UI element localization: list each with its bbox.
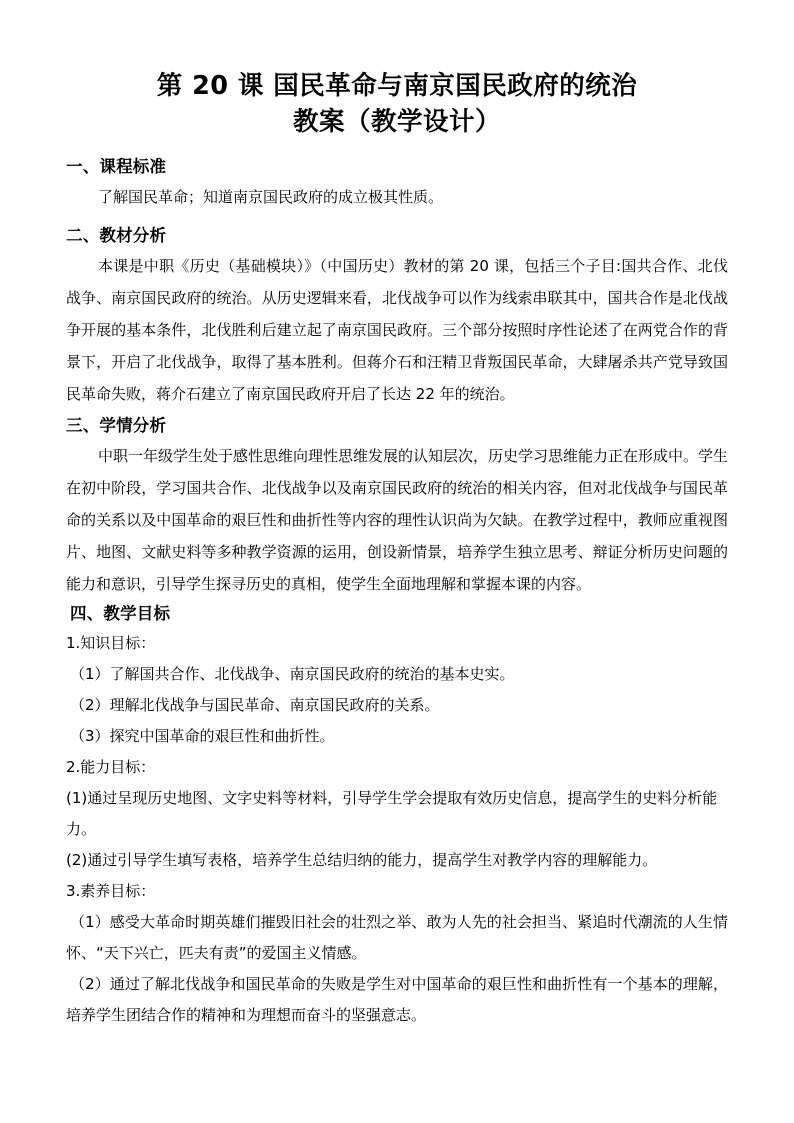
objective-group-label-knowledge: 1.知识目标： (66, 634, 156, 653)
objective-group-label-ability: 2.能力目标： (66, 758, 156, 777)
page-title (66, 68, 728, 140)
objective-item: （3）探究中国革命的艰巨性和曲折性。 (70, 727, 335, 746)
page-title-line-1: 第 20 课 国民革命与南京国民政府的统治 (156, 71, 638, 101)
objective-group-label-literacy: 3.素养目标： (66, 882, 156, 901)
section-heading-teaching-objectives: 四、教学目标 (70, 604, 171, 624)
section-paragraph-curriculum-standard: 了解国民革命；知道南京国民政府的成立极其性质。 (98, 188, 444, 207)
page-title-line-2: 教案（教学设计） (292, 107, 501, 137)
section-paragraph-textbook-analysis: 本课是中职《历史（基础模块）》（中国历史）教材的第 20 课，包括三个子目:国共合作、北伐战争、南京国民政府的统治。从历史逻辑来看，北伐战争可以作为线索串联其中，国共合作是北伐战争开展的基本条件，北伐胜利后建立起了南京国民政府。三个部分按照时序性论述了在两党合作的背景下，开启了北伐战争，取得了基本胜利。但蒋介石和汪精卫背叛国民革命，大肆屠杀共产党导致国民革命失败，蒋介石建立了南京国民政府开启了长达 22 年的统治。 (66, 257, 728, 404)
objective-item: （1）感受大革命时期英雄们摧毁旧社会的壮烈之举、敢为人先的社会担当、紧追时代潮流的人生情怀、“天下兴亡，匹夫有责”的爱国主义情感。 (66, 913, 728, 963)
objective-item: (1)通过呈现历史地图、文字史料等材料，引导学生学会提取有效历史信息，提高学生的史料分析能力。 (66, 789, 718, 839)
section-paragraph-student-analysis: 中职一年级学生处于感性思维向理性思维发展的认知层次，历史学习思维能力正在形成中。学生在初中阶段，学习国共合作、北伐战争以及南京国民政府的统治的相关内容，但对北伐战争与国民革命的关系以及中国革命的艰巨性和曲折性等内容的理性认识尚为欠缺。在教学过程中，教师应重视图片、地图、文献史料等多种教学资源的运用，创设新情景，培养学生独立思考、辩证分析历史问题的能力和意识，引导学生探寻历史的真相，使学生全面地理解和掌握本课的内容。 (66, 447, 729, 594)
objective-item: (2)通过引导学生填写表格，培养学生总结归纳的能力，提高学生对教学内容的理解能力。 (66, 851, 658, 870)
objective-item: （1）了解国共合作、北伐战争、南京国民政府的统治的基本史实。 (70, 665, 515, 684)
section-heading-curriculum-standard: 一、课程标准 (66, 157, 167, 177)
section-heading-student-analysis: 三、学情分析 (66, 416, 167, 436)
section-heading-textbook-analysis: 二、教材分析 (66, 226, 167, 246)
objective-item: （2）理解北伐战争与国民革命、南京国民政府的关系。 (70, 696, 440, 715)
objective-item: （2）通过了解北伐战争和国民革命的失败是学生对中国革命的艰巨性和曲折性有一个基本的理解，培养学生团结合作的精神和为理想而奋斗的坚强意志。 (66, 975, 728, 1025)
document-body (66, 0, 728, 1031)
